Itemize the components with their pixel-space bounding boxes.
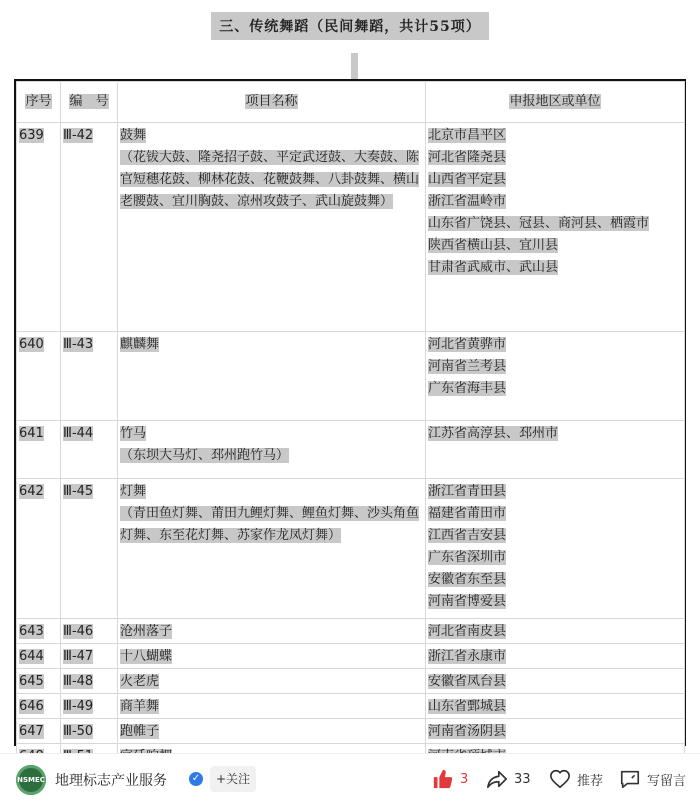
cell-code xyxy=(61,644,118,669)
table-row xyxy=(17,644,685,669)
region-item: 山东省广饶县、冠县、商河县、栖霞市 xyxy=(428,216,650,231)
region-item: 甘肃省武威市、武山县 xyxy=(428,260,559,275)
cell-name xyxy=(118,332,426,421)
cell-region xyxy=(426,719,685,744)
cell-code xyxy=(61,123,118,332)
region-item: 福建省莆田市 xyxy=(428,506,507,521)
account-name[interactable]: 地理标志产业服务 xyxy=(55,773,167,789)
row-code: Ⅲ-48 xyxy=(63,674,94,689)
cell-region xyxy=(426,669,685,694)
cell-code xyxy=(61,421,118,479)
cell-region xyxy=(426,421,685,479)
bottom-action-bar xyxy=(0,753,700,806)
region-item: 广东省海丰县 xyxy=(428,381,507,396)
region-item: 河南省兰考县 xyxy=(428,359,507,374)
project-name: 十八蝴蝶 xyxy=(120,649,173,664)
table-row xyxy=(17,719,685,744)
table-row xyxy=(17,479,685,619)
cell-code xyxy=(61,669,118,694)
project-name: 竹马 xyxy=(120,426,147,441)
title-connector xyxy=(351,53,358,79)
table-row xyxy=(17,669,685,694)
cell-name xyxy=(118,123,426,332)
project-name: 鼓舞 xyxy=(120,128,147,143)
cell-region xyxy=(426,479,685,619)
region-item: 河北省南皮县 xyxy=(428,624,507,639)
comment-icon xyxy=(619,768,641,790)
region-item: 安徽省东至县 xyxy=(428,572,507,587)
cell-code xyxy=(61,694,118,719)
cell-name xyxy=(118,644,426,669)
row-code: Ⅲ-44 xyxy=(63,426,94,441)
like-button[interactable] xyxy=(432,766,468,792)
project-desc: （青田鱼灯舞、莆田九鲤灯舞、鲤鱼灯舞、沙头角鱼灯舞、东至花灯舞、苏家作龙凤灯舞） xyxy=(120,506,420,543)
row-number: 647 xyxy=(19,724,44,739)
region-item: 北京市昌平区 xyxy=(428,128,507,143)
row-code: Ⅲ-50 xyxy=(63,724,94,739)
row-code: Ⅲ-46 xyxy=(63,624,94,639)
cell-region xyxy=(426,332,685,421)
row-number: 642 xyxy=(19,484,44,499)
region-item: 河北省黄骅市 xyxy=(428,337,507,352)
table-row xyxy=(17,123,685,332)
row-number: 639 xyxy=(19,128,44,143)
like-count: 3 xyxy=(460,771,469,787)
cell-no xyxy=(17,123,61,332)
project-desc: （东坝大马灯、邳州跑竹马） xyxy=(120,448,290,463)
share-count: 33 xyxy=(514,771,531,787)
region-item: 河南省汤阴县 xyxy=(428,724,507,739)
comment-label: 写留言 xyxy=(647,773,687,789)
follow-button[interactable]: +关注 xyxy=(210,766,256,792)
cell-region xyxy=(426,123,685,332)
row-code: Ⅲ-45 xyxy=(63,484,94,499)
cell-no xyxy=(17,479,61,619)
avatar[interactable]: NSMEC xyxy=(16,765,46,795)
cell-code xyxy=(61,479,118,619)
recommend-label: 推荐 xyxy=(577,773,604,789)
cell-code xyxy=(61,332,118,421)
region-item: 广东省深圳市 xyxy=(428,550,507,565)
cell-no xyxy=(17,669,61,694)
row-code: Ⅲ-42 xyxy=(63,128,94,143)
cell-no xyxy=(17,421,61,479)
row-number: 645 xyxy=(19,674,44,689)
header-no: 序号 xyxy=(17,82,61,123)
row-code: Ⅲ-43 xyxy=(63,337,94,352)
cell-region xyxy=(426,694,685,719)
cell-no xyxy=(17,332,61,421)
cell-code xyxy=(61,719,118,744)
cell-no xyxy=(17,694,61,719)
cell-name xyxy=(118,619,426,644)
project-name: 灯舞 xyxy=(120,484,147,499)
row-number: 640 xyxy=(19,337,44,352)
heart-icon xyxy=(549,768,571,790)
header-code: 编 号 xyxy=(61,82,118,123)
header-name: 项目名称 xyxy=(118,82,426,123)
region-item: 陕西省横山县、宜川县 xyxy=(428,238,559,253)
row-number: 646 xyxy=(19,699,44,714)
row-code: Ⅲ-47 xyxy=(63,649,94,664)
verified-icon: ✓ xyxy=(189,772,203,786)
cell-code xyxy=(61,619,118,644)
cell-no xyxy=(17,719,61,744)
cell-name xyxy=(118,479,426,619)
share-arrow-icon xyxy=(486,768,508,790)
project-name: 商羊舞 xyxy=(120,699,160,714)
cell-region xyxy=(426,644,685,669)
cell-no xyxy=(17,619,61,644)
section-title xyxy=(0,12,700,40)
cell-region xyxy=(426,619,685,644)
row-number: 641 xyxy=(19,426,44,441)
project-name: 火老虎 xyxy=(120,674,160,689)
row-number: 643 xyxy=(19,624,44,639)
comment-button[interactable] xyxy=(619,766,686,792)
region-item: 河南省博爱县 xyxy=(428,594,507,609)
project-desc: （花钹大鼓、隆尧招子鼓、平定武迓鼓、大奏鼓、陈官短穗花鼓、柳林花鼓、花鞭鼓舞、八卦鼓舞、横山老腰鼓、宜川胸鼓、凉州攻鼓子、武山旋鼓舞） xyxy=(120,150,420,209)
region-item: 山西省平定县 xyxy=(428,172,507,187)
region-item: 浙江省温岭市 xyxy=(428,194,507,209)
row-code: Ⅲ-49 xyxy=(63,699,94,714)
cell-name xyxy=(118,719,426,744)
cell-name xyxy=(118,669,426,694)
region-item: 浙江省永康市 xyxy=(428,649,507,664)
table-header-row xyxy=(17,82,685,123)
region-item: 河北省隆尧县 xyxy=(428,150,507,165)
region-item: 山东省鄄城县 xyxy=(428,699,507,714)
row-number: 644 xyxy=(19,649,44,664)
table-row xyxy=(17,421,685,479)
section-title-text: 三、传统舞蹈（民间舞蹈，共计55项） xyxy=(211,12,488,40)
project-name: 沧州落子 xyxy=(120,624,173,639)
project-name: 跑帷子 xyxy=(120,724,160,739)
share-button[interactable] xyxy=(486,766,531,792)
region-item: 江苏省高淳县、邳州市 xyxy=(428,426,559,441)
table-row xyxy=(17,332,685,421)
project-name: 麒麟舞 xyxy=(120,337,160,352)
table-row xyxy=(17,619,685,644)
header-region: 申报地区或单位 xyxy=(426,82,685,123)
recommend-button[interactable] xyxy=(549,766,603,792)
cell-name xyxy=(118,694,426,719)
region-item: 安徽省凤台县 xyxy=(428,674,507,689)
cell-no xyxy=(17,644,61,669)
cell-name xyxy=(118,421,426,479)
heritage-table xyxy=(14,79,686,746)
region-item: 江西省吉安县 xyxy=(428,528,507,543)
table-row xyxy=(17,694,685,719)
thumbs-up-icon xyxy=(432,768,454,790)
region-item: 浙江省青田县 xyxy=(428,484,507,499)
